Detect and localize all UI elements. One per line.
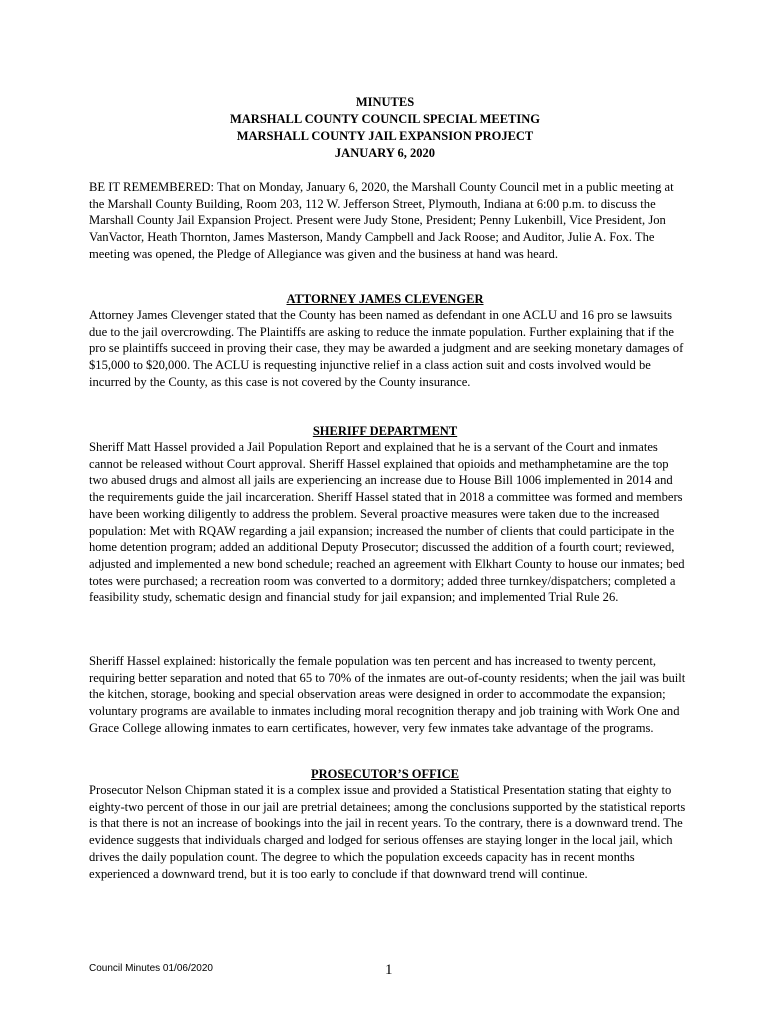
intro-paragraph: BE IT REMEMBERED: That on Monday, January 6, 2020, the Marshall County Council met in a public meeting at the Marshall County Building, Room 203, 112 W. Jefferson Street, Plymouth, Indiana at 6:00 p.m. to discuss the Marshall County Jail Expansion Project. Present were Judy Stone, President; Penny Lukenbill, Vice President, Jon VanVactor, Heath Thornton, James Masterson, Mandy Campbell and Jack Roose; and Auditor, Julie A. Fox. The meeting was opened, the Pledge of Allegiance was given and the business at hand was heard. (89, 180, 674, 261)
page-number: 1 (385, 962, 393, 978)
section-heading-prosecutor: PROSECUTOR’S OFFICE (310, 767, 460, 781)
section-heading-sheriff: SHERIFF DEPARTMENT (312, 424, 458, 438)
title-line-meeting: MARSHALL COUNTY COUNCIL SPECIAL MEETING (229, 112, 540, 126)
attorney-paragraph: Attorney James Clevenger stated that the County has been named as defendant in one ACLU and 16 pro se lawsuits due to the jail overcrowding. The Plaintiffs are asking to reduce the inmate population. Further explaining that if the pro se plaintiffs succeed in proving their case, they may be awarded a judgment and are seeking monetary damages of $15,000 to $20,000. The ACLU is requesting injunctive relief in a class action suit and costs involved would be incurred by the County, as this case is not covered by the County insurance. (89, 308, 684, 389)
prosecutor-paragraph: Prosecutor Nelson Chipman stated it is a complex issue and provided a Statistical Presentation stating that eighty to eighty-two percent of those in our jail are pretrial detainees; among the conclusions supported by the statistical reports is that there is not an increase of bookings into the jail in recent years. To the contrary, there is a downward trend. The evidence suggests that individuals charged and lodged for serious offenses are staying longer in the local jail, which drives the daily population count. The degree to which the population exceeds capacity has in recent months experienced a downward trend, but it is too early to conclude if that downward trend will continue. (89, 783, 686, 881)
sheriff-paragraph-1: Sheriff Matt Hassel provided a Jail Population Report and explained that he is a servant of the Court and inmates cannot be released without Court approval. Sheriff Hassel explained that opioids and methamphetamine are the top two abused drugs and almost all jails are experiencing an increase due to House Bill 1006 implemented in 2014 and the requirements guide the jail incarceration. Sheriff Hassel stated that in 2018 a committee was formed and members have been working diligently to address the problem. Several proactive measures were taken due to the increased population: Met with RQAW regarding a jail expansion; increased the number of clients that could participate in the home detention program; added an additional Deputy Prosecutor; discussed the addition of a fourth court; reviewed, adjusted and implemented a new bond schedule; reached an agreement with Elkhart County to house our inmates; bed totes were purchased; a recreation room was converted to a dormitory; added three turnkey/dispatchers; completed a feasibility study, schematic design and financial study for jail expansion; and implemented Trial Rule 26. (89, 440, 685, 605)
title-line-date: JANUARY 6, 2020 (334, 146, 436, 160)
sheriff-paragraph-2: Sheriff Hassel explained: historically the female population was ten percent and has increased to twenty percent, requiring better separation and noted that 65 to 70% of the inmates are out-of-county residents; when the jail was built the kitchen, storage, booking and special observation areas were designed in order to accommodate the expansion; voluntary programs are available to inmates including moral recognition therapy and job training with Work One and Grace College allowing inmates to earn certificates, however, very few inmates take advantage of the programs. (89, 654, 686, 735)
section-heading-attorney: ATTORNEY JAMES CLEVENGER (286, 292, 484, 306)
title-line-minutes: MINUTES (355, 95, 415, 109)
document-title (0, 94, 770, 162)
footer-council-minutes: Council Minutes 01/06/2020 (89, 963, 213, 974)
title-line-project: MARSHALL COUNTY JAIL EXPANSION PROJECT (236, 129, 534, 143)
